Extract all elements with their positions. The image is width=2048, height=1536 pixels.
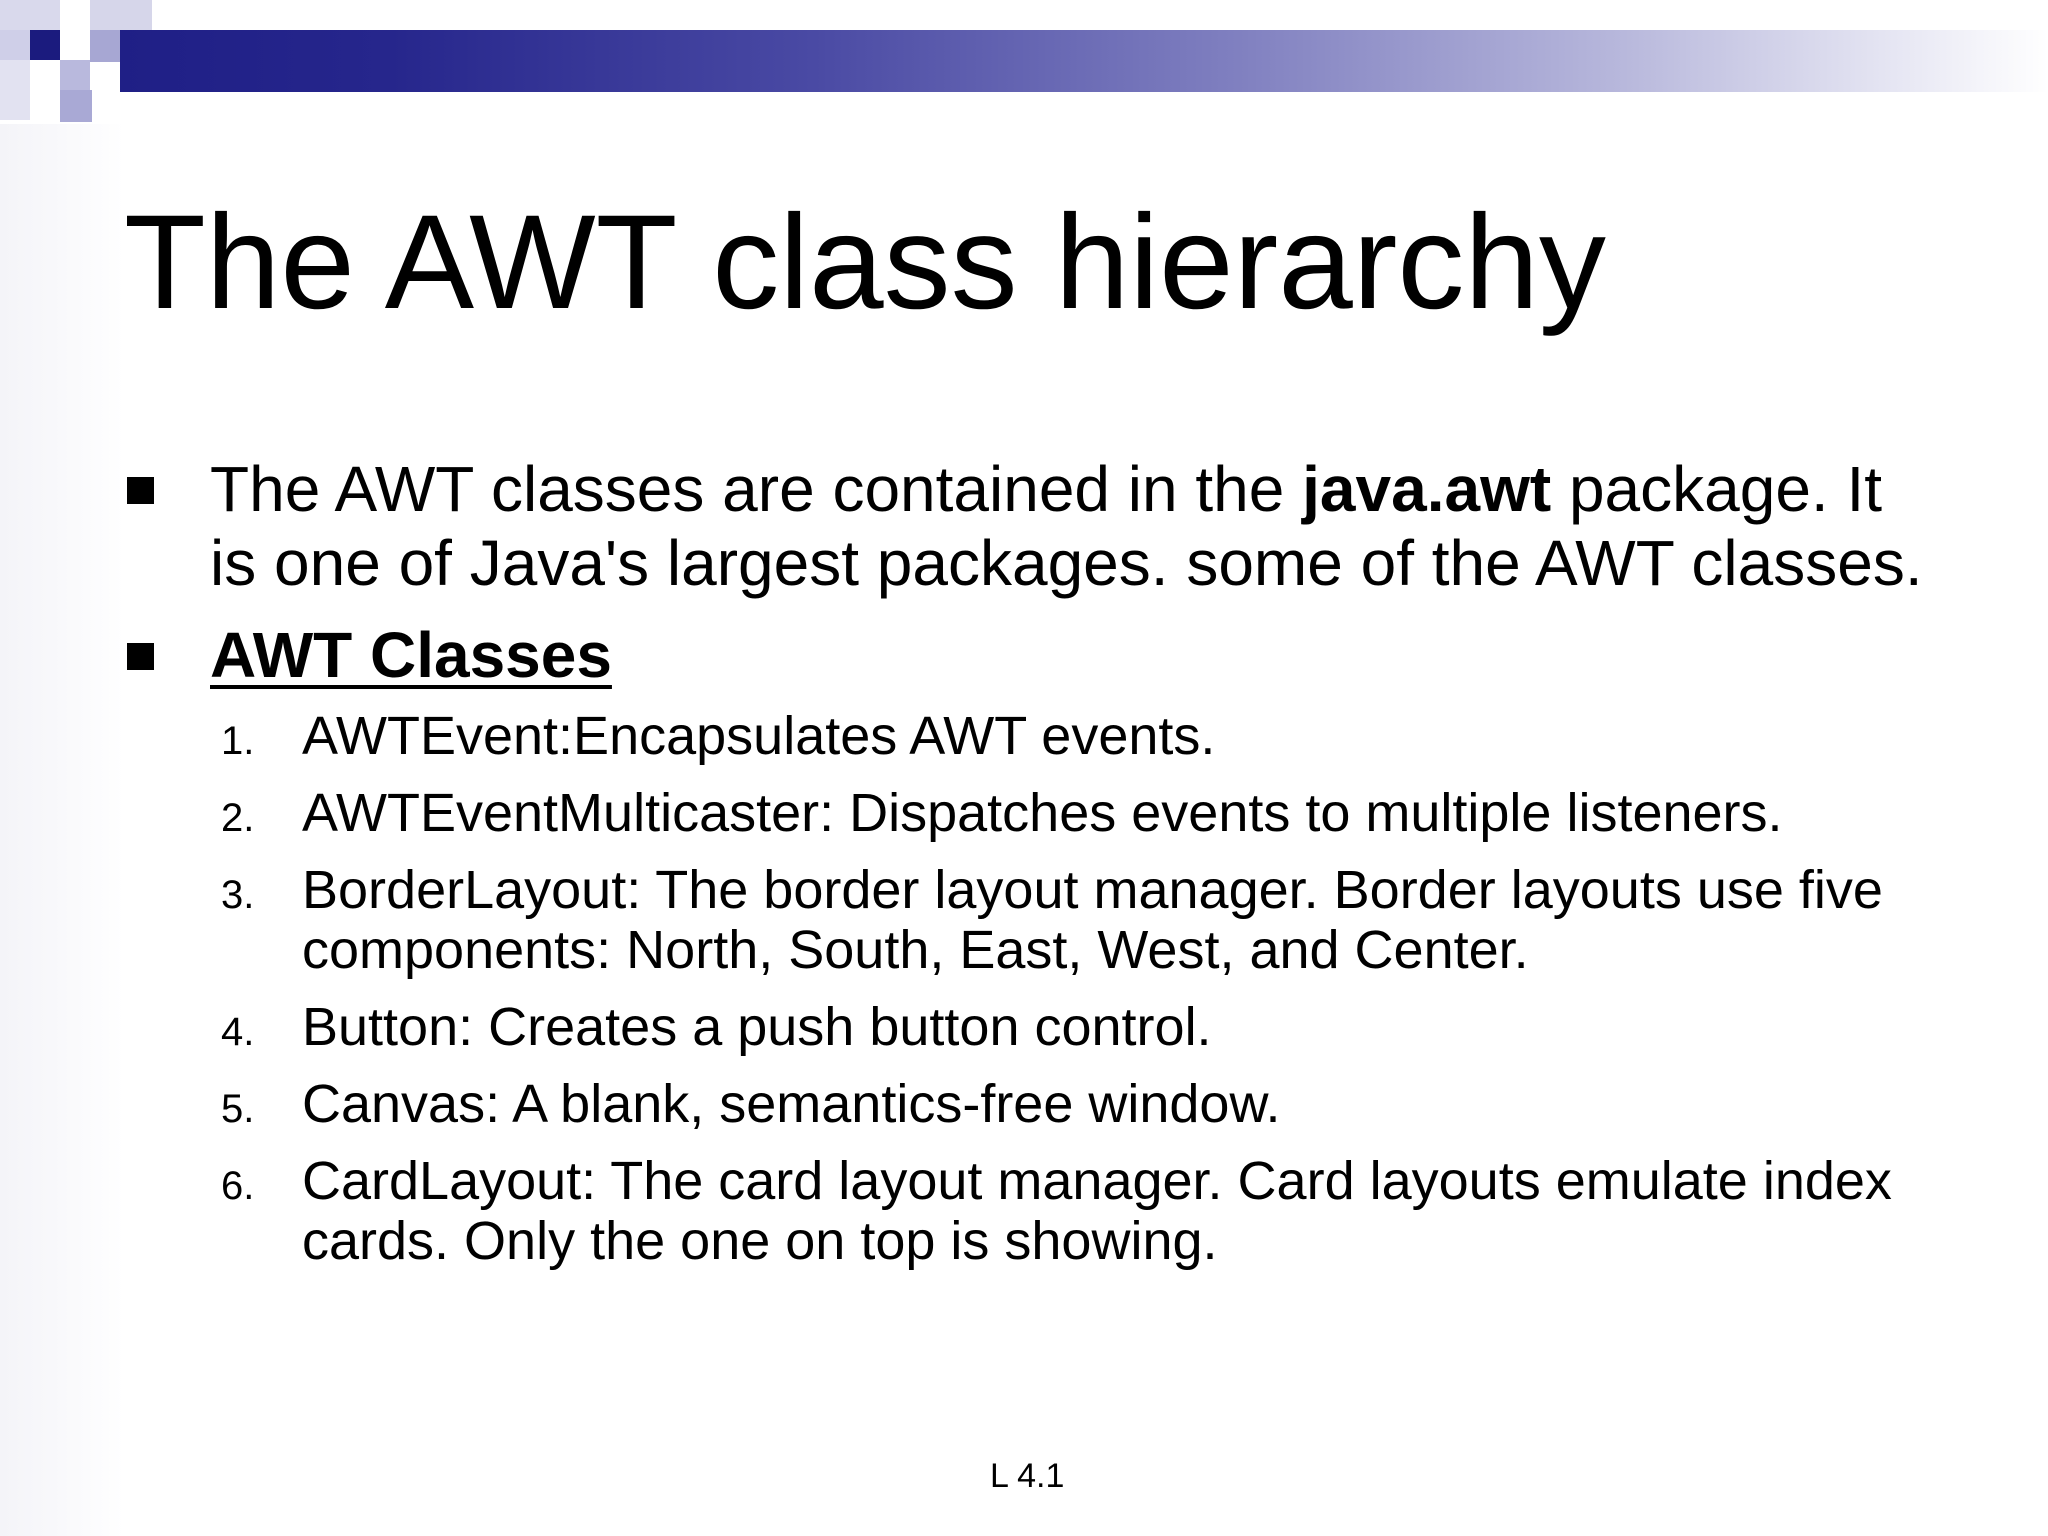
numbered-item <box>221 860 1924 980</box>
decor-square <box>90 30 122 62</box>
item-text: Canvas: A blank, semantics-free window. <box>302 1074 1281 1134</box>
item-number: 2. <box>221 796 255 840</box>
numbered-item <box>221 997 1924 1057</box>
slide-title: The AWT class hierarchy <box>124 188 1606 337</box>
item-text: Button: Creates a push button control. <box>302 997 1212 1057</box>
square-bullet-icon <box>127 643 154 670</box>
numbered-list <box>124 706 1924 1271</box>
decor-square <box>90 0 152 30</box>
item-text: AWTEvent:Encapsulates AWT events. <box>302 706 1216 766</box>
numbered-item <box>221 783 1924 843</box>
bullet-text-after: package. It is one of Java's largest packages. some of the AWT classes. <box>210 453 1923 599</box>
numbered-item <box>221 706 1924 766</box>
bullet-item <box>124 452 1924 600</box>
item-number: 6. <box>221 1164 255 1208</box>
decor-square <box>60 90 92 122</box>
decor-square <box>60 60 90 90</box>
slide-footer-label: L 4.1 <box>990 1457 1065 1495</box>
decor-square <box>0 60 30 120</box>
slide-content <box>124 452 1924 1288</box>
numbered-item <box>221 1151 1924 1271</box>
bullet-text-before: The AWT classes are contained in the <box>210 453 1303 525</box>
section-heading: AWT Classes <box>210 619 612 691</box>
square-bullet-icon <box>127 477 154 504</box>
item-text: BorderLayout: The border layout manager. Border layouts use five components: North, South, East, West, and Center. <box>302 860 1883 980</box>
item-text: AWTEventMulticaster: Dispatches events to multiple listeners. <box>302 783 1783 843</box>
left-margin-tint <box>0 124 124 1536</box>
item-number: 5. <box>221 1087 255 1131</box>
decor-square <box>0 0 60 30</box>
bullet-item <box>124 618 1924 692</box>
numbered-item <box>221 1074 1924 1134</box>
item-number: 1. <box>221 719 255 763</box>
package-keyword: java.awt <box>1302 453 1552 525</box>
item-number: 3. <box>221 873 255 917</box>
header-gradient-bar <box>120 30 2048 92</box>
decor-square <box>30 30 60 60</box>
item-text: CardLayout: The card layout manager. Card layouts emulate index cards. Only the one on top is showing. <box>302 1151 1892 1271</box>
item-number: 4. <box>221 1010 255 1054</box>
decor-square <box>0 30 30 60</box>
